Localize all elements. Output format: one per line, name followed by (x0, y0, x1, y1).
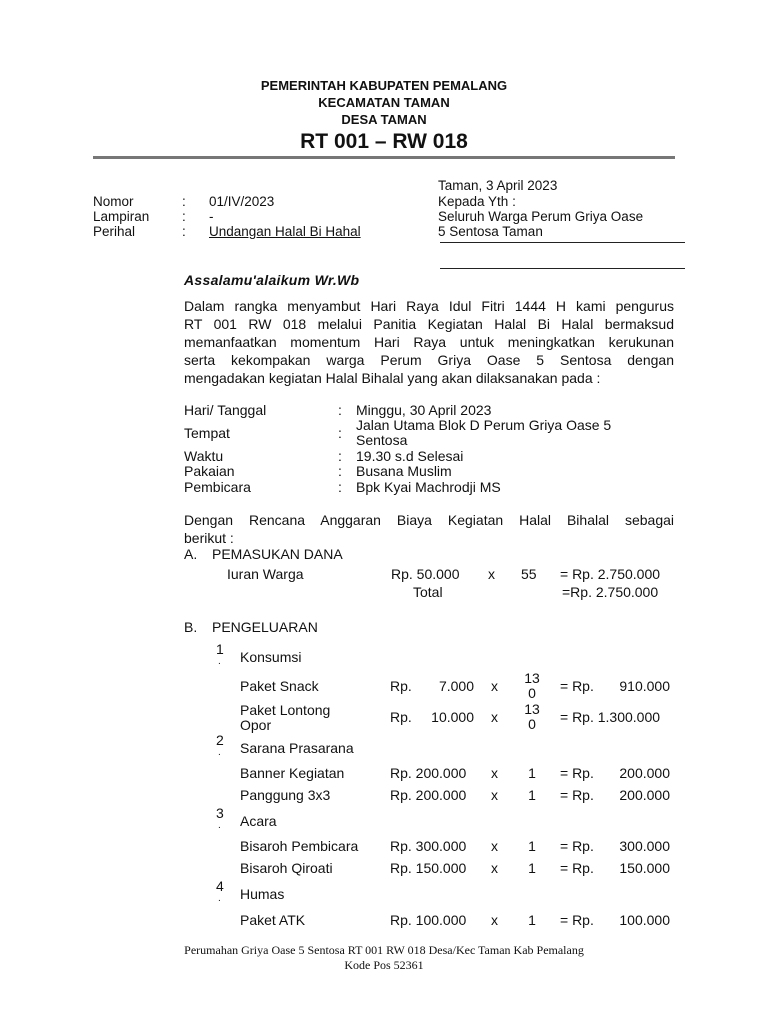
footer-address: Perumahan Griya Oase 5 Sentosa RT 001 RW 018 Desa/Kec Taman Kab Pemalang (184, 943, 584, 957)
page-title: RT 001 – RW 018 (300, 130, 468, 153)
item-eq: = Rp. (560, 912, 594, 928)
group-number: 4 (216, 878, 224, 894)
group-number: 1 (216, 641, 224, 657)
pakaian-label: Pakaian (184, 463, 235, 479)
header-line-1: PEMERINTAH KABUPATEN PEMALANG (260, 78, 508, 93)
header-line-2: KECAMATAN TAMAN (318, 95, 450, 110)
recipient-label: Kepada Yth : (438, 194, 516, 209)
item-eq: = Rp. (560, 860, 594, 876)
item-name: Paket Lontong (240, 702, 331, 718)
item-eq: = Rp. (560, 838, 594, 854)
hari-value: Minggu, 30 April 2023 (356, 402, 492, 418)
item-name: Paket ATK (240, 912, 306, 928)
lampiran-label: Lampiran (93, 209, 150, 224)
item-eq: = Rp. (560, 787, 594, 803)
pembicara-value: Bpk Kyai Machrodji MS (356, 479, 501, 495)
nomor-value: 01/IV/2023 (209, 194, 275, 209)
item-qty: 1 (528, 860, 536, 876)
item-name: Bisaroh Pembicara (240, 838, 359, 854)
item-qty: 1 (528, 765, 536, 781)
item-rp: Rp. 200.000 (390, 787, 467, 803)
recipient-line-2: 5 Sentosa Taman (438, 224, 543, 239)
pembicara-label: Pembicara (184, 479, 251, 495)
tempat-label: Tempat (184, 425, 230, 441)
hari-label: Hari/ Tanggal (184, 402, 267, 418)
item-qty: 1 (528, 787, 536, 803)
item-total: 910.000 (619, 678, 670, 694)
lampiran-value: - (209, 209, 214, 224)
item-x: x (491, 912, 498, 928)
item-amount: 10.000 (431, 709, 474, 725)
item-x: x (491, 838, 498, 854)
grand-total: =Rp. 2.750.000 (562, 584, 659, 600)
item-x: x (491, 860, 498, 876)
intro-line: memanfaatkan momentum Hari Raya untuk meningkatkan kerukunan (184, 334, 674, 350)
item-eq: = Rp. 1.300.000 (560, 709, 661, 725)
nomor-label: Nomor (93, 194, 134, 209)
item-amount: 7.000 (438, 678, 474, 694)
pembicara-colon: : (338, 479, 342, 495)
group-number-dot: . (218, 820, 221, 831)
intro-line: mengadakan kegiatan Halal Bihalal yang akan dilaksanakan pada : (184, 370, 601, 386)
pakaian-colon: : (338, 463, 342, 479)
item-name: Banner Kegiatan (240, 765, 345, 781)
lampiran-colon: : (182, 209, 186, 224)
group-name: Konsumsi (240, 649, 302, 665)
item-x: x (491, 765, 498, 781)
footer-postcode: Kode Pos 52361 (344, 958, 424, 972)
group-number: 2 (216, 732, 224, 748)
iuran-item: Iuran Warga (227, 566, 304, 582)
item-x: x (491, 678, 498, 694)
item-rp: Rp. 150.000 (390, 860, 467, 876)
item-qty-cont: 0 (528, 716, 536, 732)
waktu-label: Waktu (184, 448, 224, 464)
item-name: Bisaroh Qiroati (240, 860, 333, 876)
item-rp: Rp. (390, 709, 412, 725)
iuran-total: = Rp. 2.750.000 (560, 566, 661, 582)
group-name: Acara (240, 813, 277, 829)
budget-intro (184, 511, 674, 547)
place-date: Taman, 3 April 2023 (438, 178, 558, 193)
intro-line: RT 001 RW 018 melalui Panitia Kegiatan Halal Bi Halal bermaksud (184, 316, 674, 332)
pakaian-value: Busana Muslim (356, 463, 452, 479)
group-name: Sarana Prasarana (240, 740, 354, 756)
recipient-line-1: Seluruh Warga Perum Griya Oase (438, 209, 644, 224)
intro-paragraph (184, 297, 674, 387)
item-x: x (491, 787, 498, 803)
perihal-label: Perihal (93, 224, 136, 239)
group-number-dot: . (218, 656, 221, 667)
iuran-price: Rp. 50.000 (391, 566, 460, 582)
intro-line: Dalam rangka menyambut Hari Raya Idul Fitri 1444 H kami pengurus (184, 298, 674, 314)
tempat-value-2: Sentosa (356, 432, 408, 448)
nomor-colon: : (182, 194, 186, 209)
iuran-qty: 55 (521, 566, 537, 582)
budget-intro-line: berikut : (184, 530, 234, 546)
recipient-underline-1 (440, 242, 685, 243)
hari-colon: : (338, 402, 342, 418)
waktu-value: 19.30 s.d Selesai (356, 448, 464, 464)
item-eq: = Rp. (560, 678, 594, 694)
greeting: Assalamu'alaikum Wr.Wb (184, 272, 360, 288)
item-total: 100.000 (619, 912, 670, 928)
waktu-colon: : (338, 448, 342, 464)
group-name: Humas (240, 886, 285, 902)
pemasukan-heading: PEMASUKAN DANA (212, 546, 343, 562)
tempat-colon: : (338, 425, 342, 441)
iuran-x: x (488, 566, 495, 582)
group-number-dot: . (218, 893, 221, 904)
pengeluaran-heading: PENGELUARAN (212, 619, 318, 635)
budget-intro-line: Dengan Rencana Anggaran Biaya Kegiatan Halal Bihalal sebagai (184, 512, 674, 528)
item-eq: = Rp. (560, 765, 594, 781)
item-qty: 13 (524, 670, 540, 686)
perihal-value: Undangan Halal Bi Hahal (209, 224, 361, 239)
group-number-dot: . (218, 747, 221, 758)
item-qty-cont: 0 (528, 685, 536, 701)
item-total: 300.000 (619, 838, 670, 854)
pemasukan-letter: A. (184, 546, 198, 562)
header-line-3: DESA TAMAN (341, 112, 427, 127)
item-x: x (491, 709, 498, 725)
item-rp: Rp. 300.000 (390, 838, 467, 854)
item-total: 150.000 (619, 860, 670, 876)
item-name: Panggung 3x3 (240, 787, 331, 803)
item-qty: 1 (528, 912, 536, 928)
pengeluaran-letter: B. (184, 619, 198, 635)
item-rp: Rp. (390, 678, 412, 694)
item-total: 200.000 (619, 765, 670, 781)
group-number: 3 (216, 805, 224, 821)
item-rp: Rp. 100.000 (390, 912, 467, 928)
item-qty: 1 (528, 838, 536, 854)
recipient-underline-2 (440, 268, 685, 269)
tempat-value-1: Jalan Utama Blok D Perum Griya Oase 5 (356, 417, 612, 433)
item-total: 200.000 (619, 787, 670, 803)
intro-line: serta kekompakan warga Perum Griya Oase 5 Sentosa dengan (184, 352, 674, 368)
header-divider (93, 156, 675, 159)
item-qty: 13 (524, 701, 540, 717)
total-label: Total (413, 584, 443, 600)
item-name: Paket Snack (240, 678, 319, 694)
item-name-cont: Opor (240, 717, 272, 733)
perihal-colon: : (182, 224, 186, 239)
item-rp: Rp. 200.000 (390, 765, 467, 781)
